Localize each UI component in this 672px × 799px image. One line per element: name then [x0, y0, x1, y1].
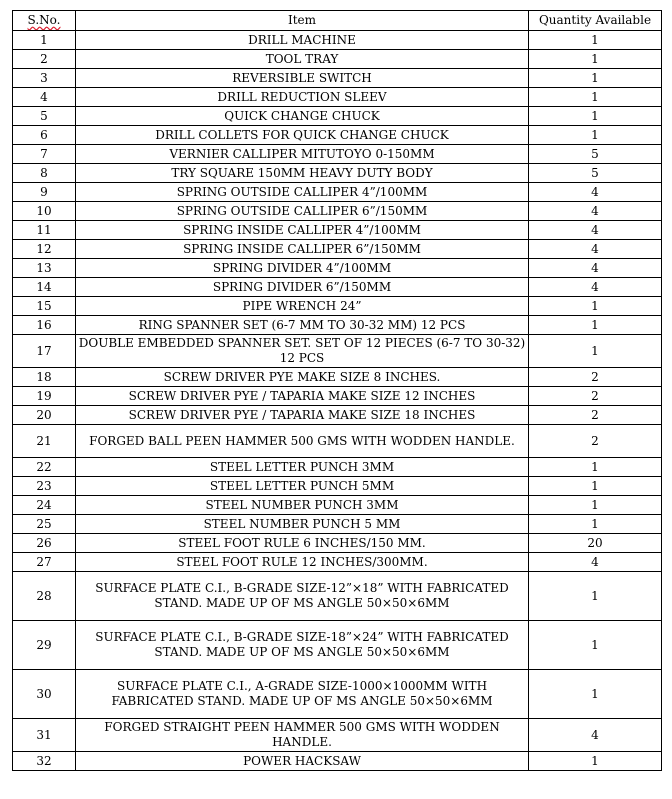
cell-sno: 4 [13, 88, 76, 107]
cell-sno: 21 [13, 425, 76, 458]
table-row [13, 183, 662, 202]
cell-quantity: 2 [529, 368, 662, 387]
cell-item: DRILL COLLETS FOR QUICK CHANGE CHUCK [76, 126, 529, 145]
cell-sno: 8 [13, 164, 76, 183]
cell-item: DRILL REDUCTION SLEEV [76, 88, 529, 107]
cell-quantity: 1 [529, 107, 662, 126]
cell-sno: 17 [13, 335, 76, 368]
cell-quantity: 1 [529, 477, 662, 496]
cell-sno: 2 [13, 50, 76, 69]
column-header-item: Item [76, 11, 529, 31]
cell-quantity: 1 [529, 297, 662, 316]
cell-item: TRY SQUARE 150MM HEAVY DUTY BODY [76, 164, 529, 183]
table-row [13, 621, 662, 670]
cell-quantity: 4 [529, 553, 662, 572]
cell-sno: 9 [13, 183, 76, 202]
cell-sno: 11 [13, 221, 76, 240]
table-row [13, 50, 662, 69]
cell-quantity: 2 [529, 425, 662, 458]
table-row [13, 553, 662, 572]
cell-quantity: 20 [529, 534, 662, 553]
table-row [13, 458, 662, 477]
cell-sno: 26 [13, 534, 76, 553]
cell-quantity: 4 [529, 719, 662, 752]
cell-quantity: 1 [529, 335, 662, 368]
cell-item: SURFACE PLATE C.I., B-GRADE SIZE-18”×24” WITH FABRICATED STAND. MADE UP OF MS ANGLE 50×50×6MM [76, 621, 529, 670]
cell-item: FORGED BALL PEEN HAMMER 500 GMS WITH WODDEN HANDLE. [76, 425, 529, 458]
cell-quantity: 1 [529, 31, 662, 50]
table-row [13, 515, 662, 534]
cell-sno: 18 [13, 368, 76, 387]
cell-sno: 19 [13, 387, 76, 406]
cell-sno: 20 [13, 406, 76, 425]
cell-item: STEEL FOOT RULE 6 INCHES/150 MM. [76, 534, 529, 553]
cell-sno: 12 [13, 240, 76, 259]
cell-item: SURFACE PLATE C.I., B-GRADE SIZE-12”×18” WITH FABRICATED STAND. MADE UP OF MS ANGLE 50×50×6MM [76, 572, 529, 621]
cell-sno: 29 [13, 621, 76, 670]
table-row [13, 69, 662, 88]
table-row [13, 88, 662, 107]
table-row [13, 164, 662, 183]
table-row [13, 240, 662, 259]
cell-sno: 6 [13, 126, 76, 145]
cell-item: SPRING INSIDE CALLIPER 6”/150MM [76, 240, 529, 259]
cell-item: SPRING DIVIDER 4”/100MM [76, 259, 529, 278]
inventory-table [12, 10, 662, 771]
cell-sno: 22 [13, 458, 76, 477]
cell-quantity: 5 [529, 164, 662, 183]
column-header-sno [13, 11, 76, 31]
table-row [13, 572, 662, 621]
cell-item: STEEL FOOT RULE 12 INCHES/300MM. [76, 553, 529, 572]
table-header-row [13, 11, 662, 31]
cell-item: FORGED STRAIGHT PEEN HAMMER 500 GMS WITH WODDEN HANDLE. [76, 719, 529, 752]
cell-quantity: 2 [529, 406, 662, 425]
table-row [13, 126, 662, 145]
table-row [13, 259, 662, 278]
table-row [13, 670, 662, 719]
cell-item: RING SPANNER SET (6-7 MM TO 30-32 MM) 12 PCS [76, 316, 529, 335]
cell-quantity: 2 [529, 387, 662, 406]
cell-sno: 27 [13, 553, 76, 572]
cell-item: SPRING OUTSIDE CALLIPER 4”/100MM [76, 183, 529, 202]
cell-sno: 5 [13, 107, 76, 126]
table-row [13, 316, 662, 335]
cell-sno: 1 [13, 31, 76, 50]
cell-item: POWER HACKSAW [76, 752, 529, 771]
cell-sno: 16 [13, 316, 76, 335]
table-row [13, 221, 662, 240]
cell-item: STEEL NUMBER PUNCH 5 MM [76, 515, 529, 534]
cell-quantity: 4 [529, 259, 662, 278]
cell-sno: 14 [13, 278, 76, 297]
cell-quantity: 1 [529, 621, 662, 670]
table-row [13, 752, 662, 771]
cell-quantity: 1 [529, 69, 662, 88]
cell-sno: 3 [13, 69, 76, 88]
cell-quantity: 1 [529, 752, 662, 771]
cell-sno: 28 [13, 572, 76, 621]
table-row [13, 719, 662, 752]
cell-sno: 15 [13, 297, 76, 316]
table-row [13, 406, 662, 425]
cell-quantity: 1 [529, 458, 662, 477]
cell-item: VERNIER CALLIPER MITUTOYO 0-150MM [76, 145, 529, 164]
cell-item: DRILL MACHINE [76, 31, 529, 50]
cell-item: DOUBLE EMBEDDED SPANNER SET. SET OF 12 PIECES (6-7 TO 30-32) 12 PCS [76, 335, 529, 368]
cell-sno: 23 [13, 477, 76, 496]
column-header-sno-label: S.No. [27, 13, 61, 27]
cell-sno: 7 [13, 145, 76, 164]
cell-sno: 31 [13, 719, 76, 752]
table-row [13, 477, 662, 496]
table-row [13, 107, 662, 126]
cell-quantity: 4 [529, 202, 662, 221]
table-row [13, 278, 662, 297]
table-row [13, 387, 662, 406]
table-row [13, 335, 662, 368]
cell-sno: 30 [13, 670, 76, 719]
cell-quantity: 1 [529, 670, 662, 719]
table-row [13, 368, 662, 387]
cell-quantity: 5 [529, 145, 662, 164]
cell-quantity: 4 [529, 221, 662, 240]
table-row [13, 31, 662, 50]
cell-quantity: 4 [529, 240, 662, 259]
cell-item: PIPE WRENCH 24” [76, 297, 529, 316]
cell-sno: 25 [13, 515, 76, 534]
cell-item: STEEL LETTER PUNCH 3MM [76, 458, 529, 477]
cell-item: SPRING INSIDE CALLIPER 4”/100MM [76, 221, 529, 240]
cell-quantity: 1 [529, 50, 662, 69]
cell-quantity: 4 [529, 183, 662, 202]
table-row [13, 297, 662, 316]
cell-quantity: 1 [529, 126, 662, 145]
cell-item: SURFACE PLATE C.I., A-GRADE SIZE-1000×1000MM WITH FABRICATED STAND. MADE UP OF MS ANGLE 50×50×6MM [76, 670, 529, 719]
cell-item: SCREW DRIVER PYE / TAPARIA MAKE SIZE 12 INCHES [76, 387, 529, 406]
cell-item: SPRING OUTSIDE CALLIPER 6”/150MM [76, 202, 529, 221]
cell-item: REVERSIBLE SWITCH [76, 69, 529, 88]
cell-sno: 24 [13, 496, 76, 515]
cell-quantity: 1 [529, 496, 662, 515]
cell-item: TOOL TRAY [76, 50, 529, 69]
table-row [13, 534, 662, 553]
cell-item: SCREW DRIVER PYE / TAPARIA MAKE SIZE 18 INCHES [76, 406, 529, 425]
cell-quantity: 1 [529, 316, 662, 335]
cell-quantity: 4 [529, 278, 662, 297]
cell-item: QUICK CHANGE CHUCK [76, 107, 529, 126]
table-row [13, 496, 662, 515]
cell-sno: 10 [13, 202, 76, 221]
cell-item: STEEL NUMBER PUNCH 3MM [76, 496, 529, 515]
cell-quantity: 1 [529, 88, 662, 107]
table-row [13, 425, 662, 458]
cell-quantity: 1 [529, 572, 662, 621]
cell-sno: 32 [13, 752, 76, 771]
cell-item: SPRING DIVIDER 6”/150MM [76, 278, 529, 297]
table-row [13, 202, 662, 221]
cell-quantity: 1 [529, 515, 662, 534]
cell-sno: 13 [13, 259, 76, 278]
table-row [13, 145, 662, 164]
cell-item: SCREW DRIVER PYE MAKE SIZE 8 INCHES. [76, 368, 529, 387]
column-header-quantity: Quantity Available [529, 11, 662, 31]
cell-item: STEEL LETTER PUNCH 5MM [76, 477, 529, 496]
